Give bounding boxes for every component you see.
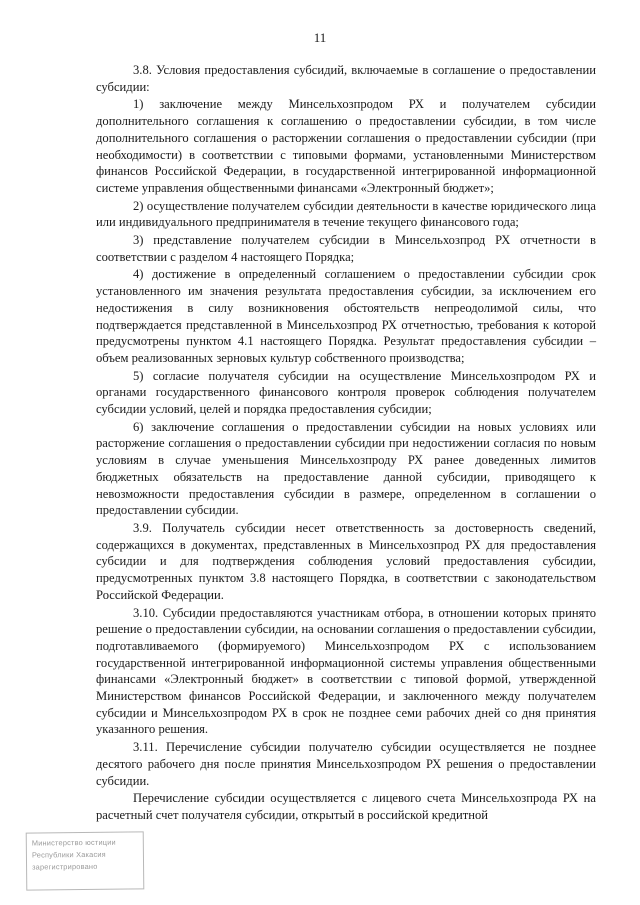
paragraph-3-8-item-2: 2) осуществление получателем субсидии деятельности в качестве юридического лица или индивидуального предпринимателя в течение текущего финансового года; <box>96 198 596 230</box>
paragraph-3-8-item-6: 6) заключение соглашения о предоставлении субсидии на новых условиях или расторжение соглашения о предоставлении субсидии при недостижении согласия по новым условиям в случае уменьшения Минсельхозпроду РХ ранее доведенных лимитов бюджетных обязательств на предоставление данной субсидии, приводящего к невозможности предоставления субсидии в размере, определенном в соглашении о предоставлении субсидии. <box>96 419 596 518</box>
stamp-line: Республики Хакасия <box>31 849 106 860</box>
paragraph-transfer: Перечисление субсидии осуществляется с лицевого счета Минсельхозпрода РХ на расчетный счет получателя субсидии, открытый в российской кредитной <box>96 791 596 822</box>
paragraph-3-10: 3.10. Субсидии предоставляются участникам отбора, в отношении которых принято решение о предоставлении субсидии, на основании соглашения о предоставлении субсидии, подготавливаемого (формируемого) Минсельхозпродом РХ с использованием государственной интегрированной информационной системы управления общественными финансами «Электронный бюджет» в соответствии с типовой формой, утвержденной Министерством финансов Российской Федерации, и заключенного между получателем субсидии и Минсельхозпродом РХ в срок не позднее семи рабочих дней со дня принятия указанного решения. <box>96 605 596 737</box>
paragraph-3-8-item-5: 5) согласие получателя субсидии на осуществление Минсельхозпродом РХ и органами государственного финансового контроля проверок соблюдения получателем субсидии условий, целей и порядка предоставления субсидии; <box>96 368 596 417</box>
registration-stamp <box>26 831 145 890</box>
stamp-line: Министерство юстиции <box>31 837 116 848</box>
paragraph-3-8-item-3: 3) представление получателем субсидии в Минсельхозпрод РХ отчетности в соответствии с разделом 4 настоящего Порядка; <box>96 233 596 264</box>
paragraph-3-9: 3.9. Получатель субсидии несет ответственность за достоверность сведений, содержащихся в документах, представленных в Минсельхозпрод РХ для предоставления субсидии и для подтверждения соблюдения условий предоставления субсидии, предусмотренных пунктом 3.8 настоящего Порядка, в соответствии с законодательством Российской Федерации. <box>96 520 596 602</box>
page-number: 11 <box>313 30 327 45</box>
paragraph-3-11: 3.11. Перечисление субсидии получателю субсидии осуществляется не позднее десятого рабочего дня после принятия Минсельхозпродом РХ решения о предоставлении субсидии. <box>96 740 596 788</box>
paragraph-3-8: 3.8. Условия предоставления субсидий, включаемые в соглашение о предоставлении субсидии: <box>96 63 596 94</box>
stamp-line: зарегистрировано <box>32 861 98 872</box>
paragraph-3-8-item-1: 1) заключение между Минсельхозпродом РХ и получателем субсидии дополнительного соглашения к соглашению о предоставлении субсидии, в том числе дополнительного соглашения о расторжении соглашения о предоставлении субсидии (при необходимости) в соответствии с типовыми формами, установленными Министерством финансов Российской Федерации, в государственной интегрированной информационной системе управления общественными финансами «Электронный бюджет»; <box>96 97 596 195</box>
paragraph-3-8-item-4: 4) достижение в определенный соглашением о предоставлении субсидии срок установленного им значения результата предоставления субсидии, за исключением его недостижения в силу возникновения обстоятельств непреодолимой силы, что подтверждается представленной в Минсельхозпрод РХ отчетностью, требования к которой предусмотрены пунктом 4.1 настоящего Порядка. Результат предоставления субсидии – объем реализованных зерновых культур собственного производства; <box>96 267 596 365</box>
document-body <box>96 62 596 825</box>
